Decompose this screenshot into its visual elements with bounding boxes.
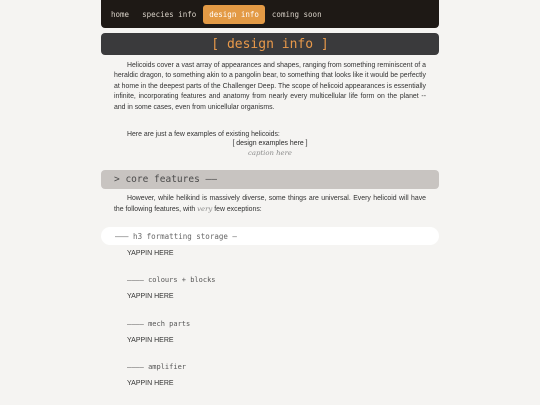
core-text-before: However, while helikind is massively diverse, some things are universal. Every helicoid will have the following features, with [114, 195, 426, 214]
examples-intro [114, 130, 426, 140]
top-navbar [101, 0, 439, 28]
core-features-paragraph [114, 194, 426, 216]
h4-colours-blocks: ———— colours + blocks [127, 276, 216, 284]
core-text-emphasis: very [197, 205, 213, 214]
nav-home[interactable]: home [111, 9, 130, 19]
h3-heading: ——— h3 formatting storage — [101, 227, 439, 245]
body-text-3: YAPPIN HERE [127, 337, 174, 344]
examples-intro-text: Here are just a few examples of existing helicoids: [127, 131, 280, 138]
intro-paragraph [114, 61, 426, 113]
image-caption: caption here [247, 149, 292, 157]
intro-text: Helicoids cover a vast array of appearances and shapes, ranging from something reminiscent of a heraldic dragon, to something akin to a pangolin bear, to something that looks like it would be perfectly at home in the deepest parts of the Challenger Deep. The scope of helicoid appearances is essentially infinite, incorporating features and anatomy from nearly every multicellular life form on the planet -- and in some cases, even from unicellular organisms. [114, 62, 426, 111]
core-features-text [114, 194, 426, 216]
page-title: [ design info ] [101, 33, 439, 55]
body-text-4: YAPPIN HERE [127, 380, 174, 387]
core-text-after: few exceptions: [212, 206, 262, 214]
body-text-2: YAPPIN HERE [127, 293, 174, 300]
nav-species-info[interactable]: species info [142, 9, 197, 19]
nav-coming-soon[interactable]: coming soon [271, 9, 322, 19]
h4-mech-parts: ———— mech parts [127, 320, 191, 328]
h4-amplifier: ———— amplifier [127, 363, 187, 371]
nav-design-info[interactable]: design info [203, 5, 265, 24]
examples-placeholder: [ design examples here ] [232, 140, 308, 147]
section-heading-core-features: > core features —— [101, 170, 439, 189]
body-text-1: YAPPIN HERE [127, 250, 174, 257]
